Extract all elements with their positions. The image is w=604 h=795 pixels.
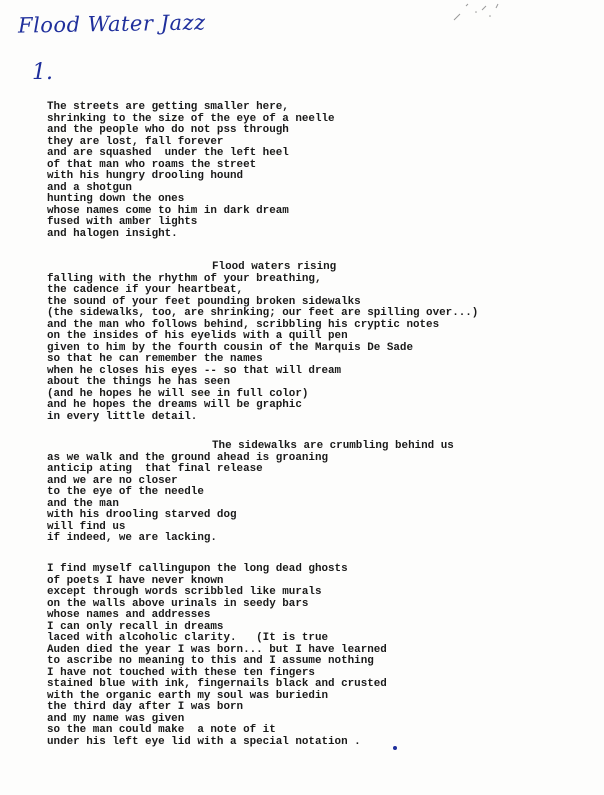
poem-line: and my name was given xyxy=(47,712,185,725)
pencil-scribble-mark xyxy=(452,0,512,24)
poem-line: (the sidewalks, too, are shrinking; our feet are spilling over...) xyxy=(47,307,479,319)
handwritten-title: Flood Water Jazz xyxy=(17,10,206,38)
poem-line: of poets I have never known xyxy=(47,574,224,587)
poem-line: on the insides of his eyelids with a quill pen xyxy=(47,330,348,342)
poem-line: (and he hopes he will see in full color) xyxy=(47,387,309,400)
poem-line: in every little detail. xyxy=(47,410,198,423)
poem-line: and a shotgun xyxy=(47,181,132,194)
poem-line: under his left eye lid with a special notation . xyxy=(47,735,361,748)
poem-line: Flood waters rising xyxy=(212,261,337,273)
poem-line: I find myself callingupon the long dead ghosts xyxy=(47,563,348,575)
poem-line: with the organic earth my soul was buriedin xyxy=(47,689,329,702)
poem-line: laced with alcoholic clarity. (It is true xyxy=(47,632,329,644)
poem-line: except through words scribbled like murals xyxy=(47,586,322,598)
poem-line: and the man who follows behind, scribbling his cryptic notes xyxy=(47,318,440,331)
stanza-3 xyxy=(47,441,454,545)
handwritten-section-number: 1. xyxy=(32,60,53,85)
poem-line: so the man could make a note of it xyxy=(47,724,276,736)
poem-line: Auden died the year I was born... but I have learned xyxy=(47,643,387,656)
poem-line: and halogen insight. xyxy=(47,227,178,240)
poem-line: the sound of your feet pounding broken sidewalks xyxy=(47,295,361,308)
poem-line: they are lost, fall forever xyxy=(47,135,224,148)
poem-line: fused with amber lights xyxy=(47,216,198,228)
poem-line: The streets are getting smaller here, xyxy=(47,101,289,113)
poem-line: on the walls above urinals in seedy bars xyxy=(47,597,309,610)
poem-line: whose names come to him in dark dream xyxy=(47,204,289,217)
poem-line: with his hungry drooling hound xyxy=(47,170,244,182)
poem-line: and are squashed under the left heel xyxy=(47,147,289,159)
poem-line: hunting down the ones xyxy=(47,193,185,205)
poem-line: the third day after I was born xyxy=(47,701,244,713)
ink-dot-mark xyxy=(393,746,397,750)
poem-line: about the things he has seen xyxy=(47,376,230,388)
poem-line: and the people who do not pss through xyxy=(47,124,289,136)
poem-line: shrinking to the size of the eye of a neelle xyxy=(47,112,335,125)
poem-line: with his drooling starved dog xyxy=(47,509,237,521)
poem-line: and the man xyxy=(47,497,119,510)
poem-line: stained blue with ink, fingernails black and crusted xyxy=(47,678,387,690)
stanza-1 xyxy=(47,102,335,240)
poem-line: of that man who roams the street xyxy=(47,158,257,171)
poem-line: if indeed, we are lacking. xyxy=(47,532,217,544)
poem-line: I can only recall in dreams xyxy=(47,620,224,633)
poem-line: as we walk and the ground ahead is groaning xyxy=(47,451,329,464)
poem-line: will find us xyxy=(47,520,126,533)
poem-line: to ascribe no meaning to this and I assume nothing xyxy=(47,655,374,667)
poem-line: I have not touched with these ten fingers xyxy=(47,666,315,679)
poem-line: when he closes his eyes -- so that will dream xyxy=(47,364,342,377)
poem-line: so that he can remember the names xyxy=(47,353,263,365)
poem-line: The sidewalks are crumbling behind us xyxy=(212,440,454,452)
poem-line: to the eye of the needle xyxy=(47,486,204,498)
poem-line: falling with the rhythm of your breathing, xyxy=(47,272,322,285)
poem-line: the cadence if your heartbeat, xyxy=(47,284,244,296)
stanza-4 xyxy=(47,564,387,748)
stanza-2 xyxy=(47,262,478,423)
poem-line: and we are no closer xyxy=(47,474,178,487)
poem-line: whose names and addresses xyxy=(47,609,211,621)
poem-line: given to him by the fourth cousin of the Marquis De Sade xyxy=(47,341,413,354)
poem-line: and he hopes the dreams will be graphic xyxy=(47,399,302,411)
poem-line: anticip ating that final release xyxy=(47,463,263,475)
